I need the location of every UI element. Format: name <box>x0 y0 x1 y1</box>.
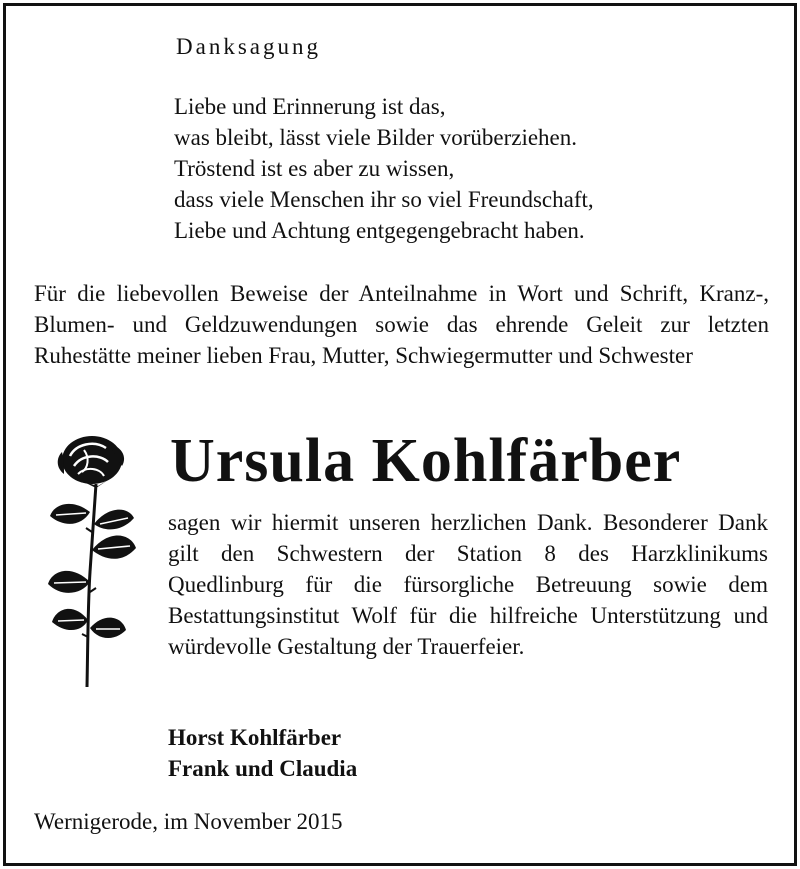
poem-line: Liebe und Erinnerung ist das, <box>174 94 446 119</box>
intro-paragraph: Für die liebevollen Beweise der Anteilnahme in Wort und Schrift, Kranz-, Blumen- und Geldzuwendungen sowie das ehrende Geleit zur letzten Ruhestätte meiner lieben Frau, Mutter, Schwiegermutter und Schwester <box>34 281 769 368</box>
deceased-name: Ursula Kohlfärber <box>170 427 682 495</box>
poem <box>174 91 594 246</box>
poem-line: was bleibt, lässt viele Bilder vorüberziehen. <box>174 125 578 150</box>
notice-heading: Danksagung <box>176 34 321 59</box>
poem-line: dass viele Menschen ihr so viel Freundschaft, <box>174 187 594 212</box>
rose-icon <box>48 432 144 690</box>
place-date: Wernigerode, im November 2015 <box>34 809 343 834</box>
signature-line: Horst Kohlfärber <box>168 725 342 750</box>
signature-line: Frank und Claudia <box>168 756 358 781</box>
poem-line: Liebe und Achtung entgegengebracht haben. <box>174 218 585 243</box>
thanks-paragraph: sagen wir hiermit unseren herzlichen Dank. Besonderer Dank gilt den Schwestern der Station 8 des Harzklinikums Quedlinburg für die fürsorgliche Betreuung sowie dem Bestattungsinstitut Wolf für die hilfreiche Unterstützung und würdevolle Gestaltung der Trauerfeier. <box>168 510 768 659</box>
poem-line: Tröstend ist es aber zu wissen, <box>174 156 455 181</box>
signatures <box>168 722 357 784</box>
